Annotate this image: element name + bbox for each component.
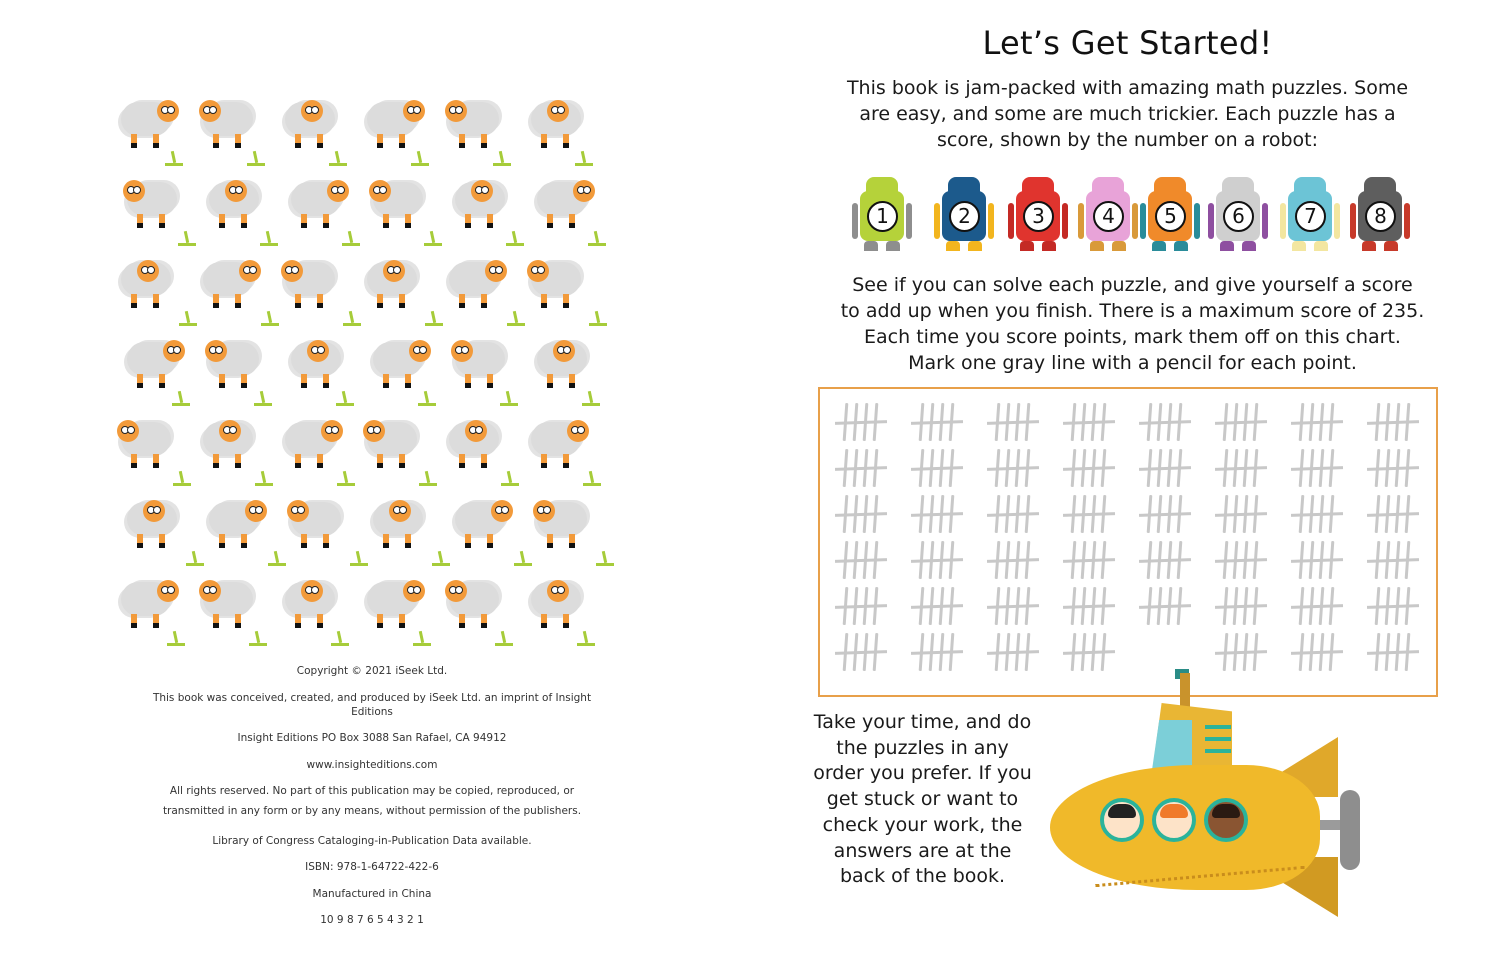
- tally-group[interactable]: [1142, 401, 1190, 443]
- grass-tuft-icon: [186, 556, 204, 566]
- grass-tuft-icon: [167, 636, 185, 646]
- tally-group[interactable]: [838, 447, 886, 489]
- grass-tuft-icon: [501, 476, 519, 486]
- porthole-child-2: [1152, 798, 1196, 842]
- tally-group[interactable]: [838, 401, 886, 443]
- sheep-icon: [531, 494, 593, 554]
- tally-group[interactable]: [1142, 539, 1190, 581]
- tally-mark-fifth[interactable]: [1139, 604, 1191, 608]
- robot-score-number: 5: [1155, 201, 1186, 232]
- tally-group[interactable]: [914, 631, 962, 673]
- sheep-icon: [361, 414, 423, 474]
- sheep-icon: [443, 254, 505, 314]
- sheep-icon: [361, 94, 423, 154]
- tally-group[interactable]: [990, 493, 1038, 535]
- sheep-icon: [361, 254, 423, 314]
- sheep-icon: [449, 174, 511, 234]
- sheep-icon: [367, 494, 429, 554]
- tally-group[interactable]: [914, 447, 962, 489]
- tally-mark-fifth[interactable]: [1063, 604, 1115, 608]
- tally-score-chart: [818, 387, 1438, 697]
- tally-mark-fifth[interactable]: [911, 420, 963, 424]
- sheep-icon: [525, 94, 587, 154]
- copyright-block: [140, 664, 604, 940]
- tally-mark-fifth[interactable]: [1139, 420, 1191, 424]
- grass-tuft-icon: [350, 556, 368, 566]
- tally-mark-fifth[interactable]: [835, 420, 887, 424]
- robot-score-legend: [850, 175, 1420, 260]
- sheep-icon: [531, 174, 593, 234]
- tally-group[interactable]: [990, 585, 1038, 627]
- page-title: Let’s Get Started!: [982, 24, 1273, 62]
- tally-mark-fifth[interactable]: [987, 420, 1039, 424]
- publisher-website: www.insighteditions.com: [306, 758, 438, 771]
- grass-tuft-icon: [514, 556, 532, 566]
- tally-group[interactable]: [838, 631, 886, 673]
- grass-tuft-icon: [179, 316, 197, 326]
- cip-data: Library of Congress Cataloging-in-Publication Data available.: [212, 834, 532, 847]
- tally-group[interactable]: [1218, 585, 1266, 627]
- tally-group[interactable]: [1066, 493, 1114, 535]
- tally-group[interactable]: [1142, 493, 1190, 535]
- robot-score-number: 1: [867, 201, 898, 232]
- sheep-icon: [279, 94, 341, 154]
- grass-tuft-icon: [247, 156, 265, 166]
- tally-group[interactable]: [1066, 447, 1114, 489]
- robot-score-number: 7: [1295, 201, 1326, 232]
- tally-group[interactable]: [914, 539, 962, 581]
- grass-tuft-icon: [596, 556, 614, 566]
- tower-window: [1152, 720, 1192, 770]
- grass-tuft-icon: [493, 156, 511, 166]
- tally-group[interactable]: [838, 585, 886, 627]
- tally-mark-fifth[interactable]: [1215, 558, 1267, 562]
- sheep-icon: [285, 174, 347, 234]
- sheep-icon: [443, 94, 505, 154]
- tally-mark-fifth[interactable]: [1063, 466, 1115, 470]
- sheep-icon: [367, 334, 429, 394]
- grass-tuft-icon: [260, 236, 278, 246]
- robot-score-number: 8: [1365, 201, 1396, 232]
- tally-mark-fifth[interactable]: [1291, 650, 1343, 654]
- tally-mark-fifth[interactable]: [1367, 604, 1419, 608]
- grass-tuft-icon: [432, 556, 450, 566]
- robot-5: [1138, 175, 1202, 257]
- tally-group[interactable]: [914, 493, 962, 535]
- grass-tuft-icon: [337, 476, 355, 486]
- sheep-icon: [279, 414, 341, 474]
- tally-mark-fifth[interactable]: [835, 650, 887, 654]
- tally-group[interactable]: [1218, 493, 1266, 535]
- robot-8: [1348, 175, 1412, 257]
- tower-stripe: [1205, 749, 1231, 753]
- grass-tuft-icon: [495, 636, 513, 646]
- porthole-child-1: [1100, 798, 1144, 842]
- robot-2: [932, 175, 996, 257]
- sheep-icon: [121, 334, 183, 394]
- sheep-icon: [525, 574, 587, 634]
- sheep-icon: [197, 574, 259, 634]
- tally-group[interactable]: [1066, 585, 1114, 627]
- robot-7: [1278, 175, 1342, 257]
- sheep-icon: [285, 494, 347, 554]
- tally-mark-fifth[interactable]: [1063, 558, 1115, 562]
- tally-mark-fifth[interactable]: [1063, 512, 1115, 516]
- tally-group[interactable]: [990, 631, 1038, 673]
- robot-6: [1206, 175, 1270, 257]
- grass-tuft-icon: [249, 636, 267, 646]
- robot-3: [1006, 175, 1070, 257]
- sheep-icon: [367, 174, 429, 234]
- sheep-icon: [115, 254, 177, 314]
- tally-mark-fifth[interactable]: [1291, 558, 1343, 562]
- isbn: ISBN: 978-1-64722-422-6: [305, 861, 439, 873]
- grass-tuft-icon: [588, 236, 606, 246]
- sheep-icon: [203, 334, 265, 394]
- sheep-icon: [197, 414, 259, 474]
- tally-group[interactable]: [1294, 585, 1342, 627]
- grass-tuft-icon: [336, 396, 354, 406]
- tally-mark-fifth[interactable]: [987, 466, 1039, 470]
- grass-tuft-icon: [425, 316, 443, 326]
- tally-mark-fifth[interactable]: [835, 512, 887, 516]
- grass-tuft-icon: [507, 316, 525, 326]
- tally-group[interactable]: [1370, 585, 1418, 627]
- outro-paragraph: Take your time, and do the puzzles in any order you prefer. If you get stuck or want to check your work, the answers are at the back of the book.: [813, 711, 1032, 888]
- tally-group[interactable]: [1294, 401, 1342, 443]
- robot-score-number: 4: [1093, 201, 1124, 232]
- tally-group[interactable]: [1370, 539, 1418, 581]
- sheep-icon: [197, 254, 259, 314]
- tally-group[interactable]: [1142, 447, 1190, 489]
- sheep-icon: [285, 334, 347, 394]
- sheep-icon: [449, 494, 511, 554]
- tally-mark-fifth[interactable]: [1367, 558, 1419, 562]
- sheep-pattern-illustration: [115, 92, 605, 640]
- grass-tuft-icon: [582, 396, 600, 406]
- grass-tuft-icon: [261, 316, 279, 326]
- intro-paragraph: This book is jam-packed with amazing math puzzles. Some are easy, and some are much trickier. Each puzzle has a score, shown by the number on a robot:: [846, 77, 1409, 151]
- tally-mark-fifth[interactable]: [1367, 650, 1419, 654]
- tally-mark-fifth[interactable]: [1291, 604, 1343, 608]
- grass-tuft-icon: [411, 156, 429, 166]
- tally-mark-fifth[interactable]: [1139, 466, 1191, 470]
- robot-1: [850, 175, 914, 257]
- tally-mark-fifth[interactable]: [987, 512, 1039, 516]
- sheep-icon: [115, 414, 177, 474]
- tally-mark-fifth[interactable]: [1215, 466, 1267, 470]
- sheep-icon: [279, 254, 341, 314]
- sheep-icon: [443, 414, 505, 474]
- grass-tuft-icon: [419, 476, 437, 486]
- tally-mark-fifth[interactable]: [1215, 420, 1267, 424]
- tower-stripe: [1205, 737, 1231, 741]
- right-page: [750, 0, 1500, 972]
- robot-4: [1076, 175, 1140, 257]
- tally-mark-fifth[interactable]: [835, 466, 887, 470]
- sheep-icon: [361, 574, 423, 634]
- grass-tuft-icon: [178, 236, 196, 246]
- tally-mark-fifth[interactable]: [911, 466, 963, 470]
- tally-mark-fifth[interactable]: [987, 558, 1039, 562]
- tally-mark-fifth[interactable]: [911, 558, 963, 562]
- sheep-icon: [279, 574, 341, 634]
- tally-group[interactable]: [914, 585, 962, 627]
- tally-group[interactable]: [1370, 631, 1418, 673]
- tally-group[interactable]: [1142, 585, 1190, 627]
- propeller-icon: [1340, 790, 1360, 870]
- tally-mark-fifth[interactable]: [911, 650, 963, 654]
- sheep-icon: [197, 94, 259, 154]
- tally-mark-fifth[interactable]: [835, 604, 887, 608]
- tally-group[interactable]: [1294, 447, 1342, 489]
- grass-tuft-icon: [268, 556, 286, 566]
- sheep-icon: [121, 174, 183, 234]
- printing-line: 10 9 8 7 6 5 4 3 2 1: [320, 914, 424, 926]
- tally-mark-fifth[interactable]: [987, 650, 1039, 654]
- tally-mark-fifth[interactable]: [1367, 466, 1419, 470]
- tally-group[interactable]: [990, 447, 1038, 489]
- tally-mark-fifth[interactable]: [835, 558, 887, 562]
- tower-stripe: [1205, 725, 1231, 729]
- tally-group[interactable]: [1218, 539, 1266, 581]
- tally-mark-fifth[interactable]: [1291, 512, 1343, 516]
- tally-group[interactable]: [838, 539, 886, 581]
- copyright-line: Copyright © 2021 iSeek Ltd.: [296, 665, 448, 677]
- tally-mark-fifth[interactable]: [1215, 604, 1267, 608]
- grass-tuft-icon: [589, 316, 607, 326]
- sheep-icon: [203, 174, 265, 234]
- robot-score-number: 2: [949, 201, 980, 232]
- tally-group[interactable]: [1370, 447, 1418, 489]
- tally-group[interactable]: [914, 401, 962, 443]
- tally-mark-fifth[interactable]: [911, 512, 963, 516]
- grass-tuft-icon: [577, 636, 595, 646]
- grass-tuft-icon: [329, 156, 347, 166]
- tally-group[interactable]: [1294, 539, 1342, 581]
- grass-tuft-icon: [165, 156, 183, 166]
- sheep-icon: [525, 414, 587, 474]
- tally-group[interactable]: [838, 493, 886, 535]
- tally-mark-fifth[interactable]: [1215, 512, 1267, 516]
- grass-tuft-icon: [172, 396, 190, 406]
- tally-mark-fifth[interactable]: [1367, 512, 1419, 516]
- porthole-child-3: [1204, 798, 1248, 842]
- tally-group[interactable]: [1370, 401, 1418, 443]
- submarine-illustration: [1040, 665, 1370, 920]
- tally-mark-fifth[interactable]: [1139, 512, 1191, 516]
- sheep-icon: [525, 254, 587, 314]
- tally-mark-fifth[interactable]: [987, 604, 1039, 608]
- grass-tuft-icon: [424, 236, 442, 246]
- tally-mark-fifth[interactable]: [1215, 650, 1267, 654]
- tally-group[interactable]: [990, 539, 1038, 581]
- tally-group[interactable]: [1294, 493, 1342, 535]
- sheep-icon: [449, 334, 511, 394]
- tally-group[interactable]: [1218, 401, 1266, 443]
- tally-mark-fifth[interactable]: [1291, 420, 1343, 424]
- grass-tuft-icon: [331, 636, 349, 646]
- grass-tuft-icon: [500, 396, 518, 406]
- grass-tuft-icon: [506, 236, 524, 246]
- grass-tuft-icon: [254, 396, 272, 406]
- tally-group[interactable]: [1066, 539, 1114, 581]
- sheep-icon: [115, 94, 177, 154]
- scoring-paragraph: See if you can solve each puzzle, and give yourself a score to add up when you finish. There is a maximum score of 235. Each time you score points, mark them off on this chart. Mark one gray line with a pencil for each point.: [840, 274, 1425, 374]
- sheep-icon: [121, 494, 183, 554]
- grass-tuft-icon: [583, 476, 601, 486]
- sheep-icon: [115, 574, 177, 634]
- tally-mark-fifth[interactable]: [1291, 466, 1343, 470]
- grass-tuft-icon: [342, 236, 360, 246]
- sheep-icon: [443, 574, 505, 634]
- grass-tuft-icon: [255, 476, 273, 486]
- tally-mark-fifth[interactable]: [911, 604, 963, 608]
- robot-score-number: 3: [1023, 201, 1054, 232]
- grass-tuft-icon: [343, 316, 361, 326]
- tally-group[interactable]: [1066, 401, 1114, 443]
- tally-mark-fifth[interactable]: [1063, 650, 1115, 654]
- tally-group[interactable]: [1218, 447, 1266, 489]
- tally-mark-fifth[interactable]: [1063, 420, 1115, 424]
- tally-group[interactable]: [990, 401, 1038, 443]
- grass-tuft-icon: [173, 476, 191, 486]
- grass-tuft-icon: [413, 636, 431, 646]
- tally-mark-fifth[interactable]: [1139, 558, 1191, 562]
- sheep-icon: [531, 334, 593, 394]
- publisher-address: Insight Editions PO Box 3088 San Rafael, CA 94912: [237, 732, 507, 744]
- rights-reserved: All rights reserved. No part of this publication may be copied, reproduced, or transmitted in any form or by any means, without permission of the publishers.: [162, 785, 582, 817]
- grass-tuft-icon: [418, 396, 436, 406]
- sheep-icon: [203, 494, 265, 554]
- grass-tuft-icon: [575, 156, 593, 166]
- robot-score-number: 6: [1223, 201, 1254, 232]
- manufactured-in: Manufactured in China: [312, 887, 432, 900]
- producer-line: This book was conceived, created, and produced by iSeek Ltd. an imprint of Insight Editions: [152, 691, 592, 718]
- tally-mark-fifth[interactable]: [1367, 420, 1419, 424]
- tally-group[interactable]: [1370, 493, 1418, 535]
